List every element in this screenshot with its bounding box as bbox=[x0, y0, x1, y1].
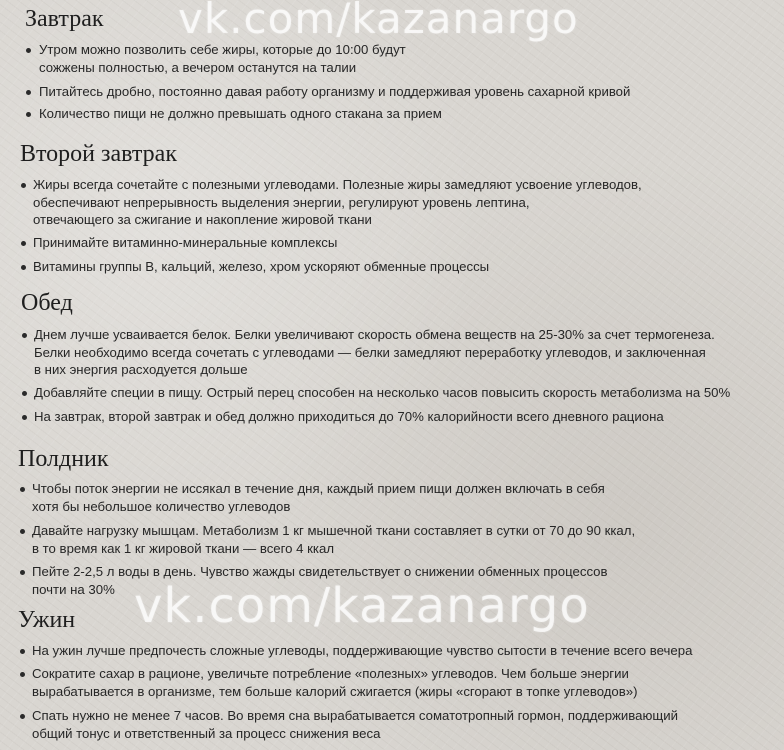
bullet-item bbox=[0, 522, 784, 557]
bullet-text: Принимайте витаминно-минеральные комплексы bbox=[33, 235, 338, 250]
bullet-text: в то время как 1 кг жировой ткани — всего 4 ккал bbox=[32, 540, 335, 556]
bullet-item bbox=[0, 408, 784, 426]
bullet-item bbox=[0, 234, 784, 252]
bullet-dot-icon bbox=[21, 241, 26, 246]
bullet-text: Пейте 2-2,5 л воды в день. Чувство жажды свидетельствует о снижении обменных процессов bbox=[32, 564, 608, 579]
bullet-item bbox=[0, 384, 784, 402]
bullet-dot-icon bbox=[26, 90, 31, 95]
bullet-item bbox=[0, 707, 784, 742]
bullet-text: почти на 30% bbox=[32, 581, 115, 597]
bullet-text: общий тонус и ответственный за процесс снижения веса bbox=[32, 725, 381, 741]
bullet-text: хотя бы небольшое количество углеводов bbox=[32, 498, 291, 514]
bullet-dot-icon bbox=[20, 672, 25, 677]
section-title: Завтрак bbox=[25, 6, 104, 32]
bullet-item bbox=[0, 83, 784, 101]
section-title: Полдник bbox=[18, 446, 109, 472]
bullet-text: Белки необходимо всегда сочетать с углеводами — белки замедляют переработку углеводов, и заключенная bbox=[34, 344, 706, 360]
bullet-item bbox=[0, 642, 784, 660]
bullet-dot-icon bbox=[20, 529, 25, 534]
bullet-dot-icon bbox=[26, 48, 31, 53]
bullet-text: Спать нужно не менее 7 часов. Во время сна вырабатывается соматотропный гормон, поддерживающий bbox=[32, 708, 678, 723]
bullet-dot-icon bbox=[20, 714, 25, 719]
section-title: Ужин bbox=[18, 607, 76, 633]
bullet-item bbox=[0, 258, 784, 276]
bullet-dot-icon bbox=[21, 265, 26, 270]
bullet-text: Сократите сахар в рационе, увеличьте потребление «полезных» углеводов. Чем больше энергии bbox=[32, 666, 629, 681]
watermark-bottom: vk.com/kazanargo bbox=[134, 578, 590, 634]
bullet-item bbox=[0, 105, 784, 123]
bullet-item bbox=[0, 176, 784, 229]
bullet-text: Добавляйте специи в пищу. Острый перец способен на несколько часов повысить скорость метаболизма на 50% bbox=[34, 385, 731, 400]
bullet-text: Жиры всегда сочетайте с полезными углеводами. Полезные жиры замедляют усвоение углеводов, bbox=[33, 177, 642, 192]
bullet-text: Витамины группы В, кальций, железо, хром ускоряют обменные процессы bbox=[33, 259, 490, 274]
bullet-text: обеспечивают непрерывность выделения энергии, регулируют уровень лептина, bbox=[33, 194, 530, 210]
bullet-text: Чтобы поток энергии не иссякал в течение дня, каждый прием пищи должен включать в себя bbox=[32, 481, 605, 496]
section-title: Обед bbox=[21, 290, 73, 316]
bullet-text: сожжены полностью, а вечером останутся на талии bbox=[39, 59, 357, 75]
bullet-dot-icon bbox=[20, 487, 25, 492]
bullet-item bbox=[0, 41, 784, 76]
bullet-text: отвечающего за сжигание и накопление жировой ткани bbox=[33, 212, 372, 227]
bullet-text: На завтрак, второй завтрак и обед должно приходиться до 70% калорийности всего дневного рациона bbox=[34, 409, 664, 424]
bullet-dot-icon bbox=[20, 649, 25, 654]
bullet-dot-icon bbox=[20, 570, 25, 575]
bullet-dot-icon bbox=[26, 112, 31, 117]
bullet-text: На ужин лучше предпочесть сложные углеводы, поддерживающие чувство сытости в течение всего вечера bbox=[32, 643, 693, 658]
bullet-text: Питайтесь дробно, постоянно давая работу организму и поддерживая уровень сахарной кривой bbox=[39, 84, 631, 99]
bullet-text: в них энергия расходуется дольше bbox=[34, 362, 248, 377]
bullet-text: Утром можно позволить себе жиры, которые до 10:00 будут bbox=[39, 42, 406, 57]
bullet-dot-icon bbox=[22, 415, 27, 420]
bullet-text: Количество пищи не должно превышать одного стакана за прием bbox=[39, 106, 442, 121]
bullet-dot-icon bbox=[21, 183, 26, 188]
bullet-text: Давайте нагрузку мышцам. Метаболизм 1 кг мышечной ткани составляет в сутки от 70 до 90 ккал, bbox=[32, 523, 636, 538]
bullet-item bbox=[0, 665, 784, 700]
section-title: Второй завтрак bbox=[20, 141, 177, 167]
bullet-text: Днем лучше усваивается белок. Белки увеличивают скорость обмена веществ на 25-30% за счет термогенеза. bbox=[34, 327, 715, 342]
bullet-dot-icon bbox=[22, 333, 27, 338]
bullet-text: вырабатывается в организме, тем больше калорий сжигается (жиры «сгорают в топке углеводов») bbox=[32, 683, 638, 699]
watermark-top: vk.com/kazanargo bbox=[178, 0, 579, 43]
bullet-dot-icon bbox=[22, 391, 27, 396]
bullet-item bbox=[0, 480, 784, 515]
bullet-item bbox=[0, 326, 784, 379]
